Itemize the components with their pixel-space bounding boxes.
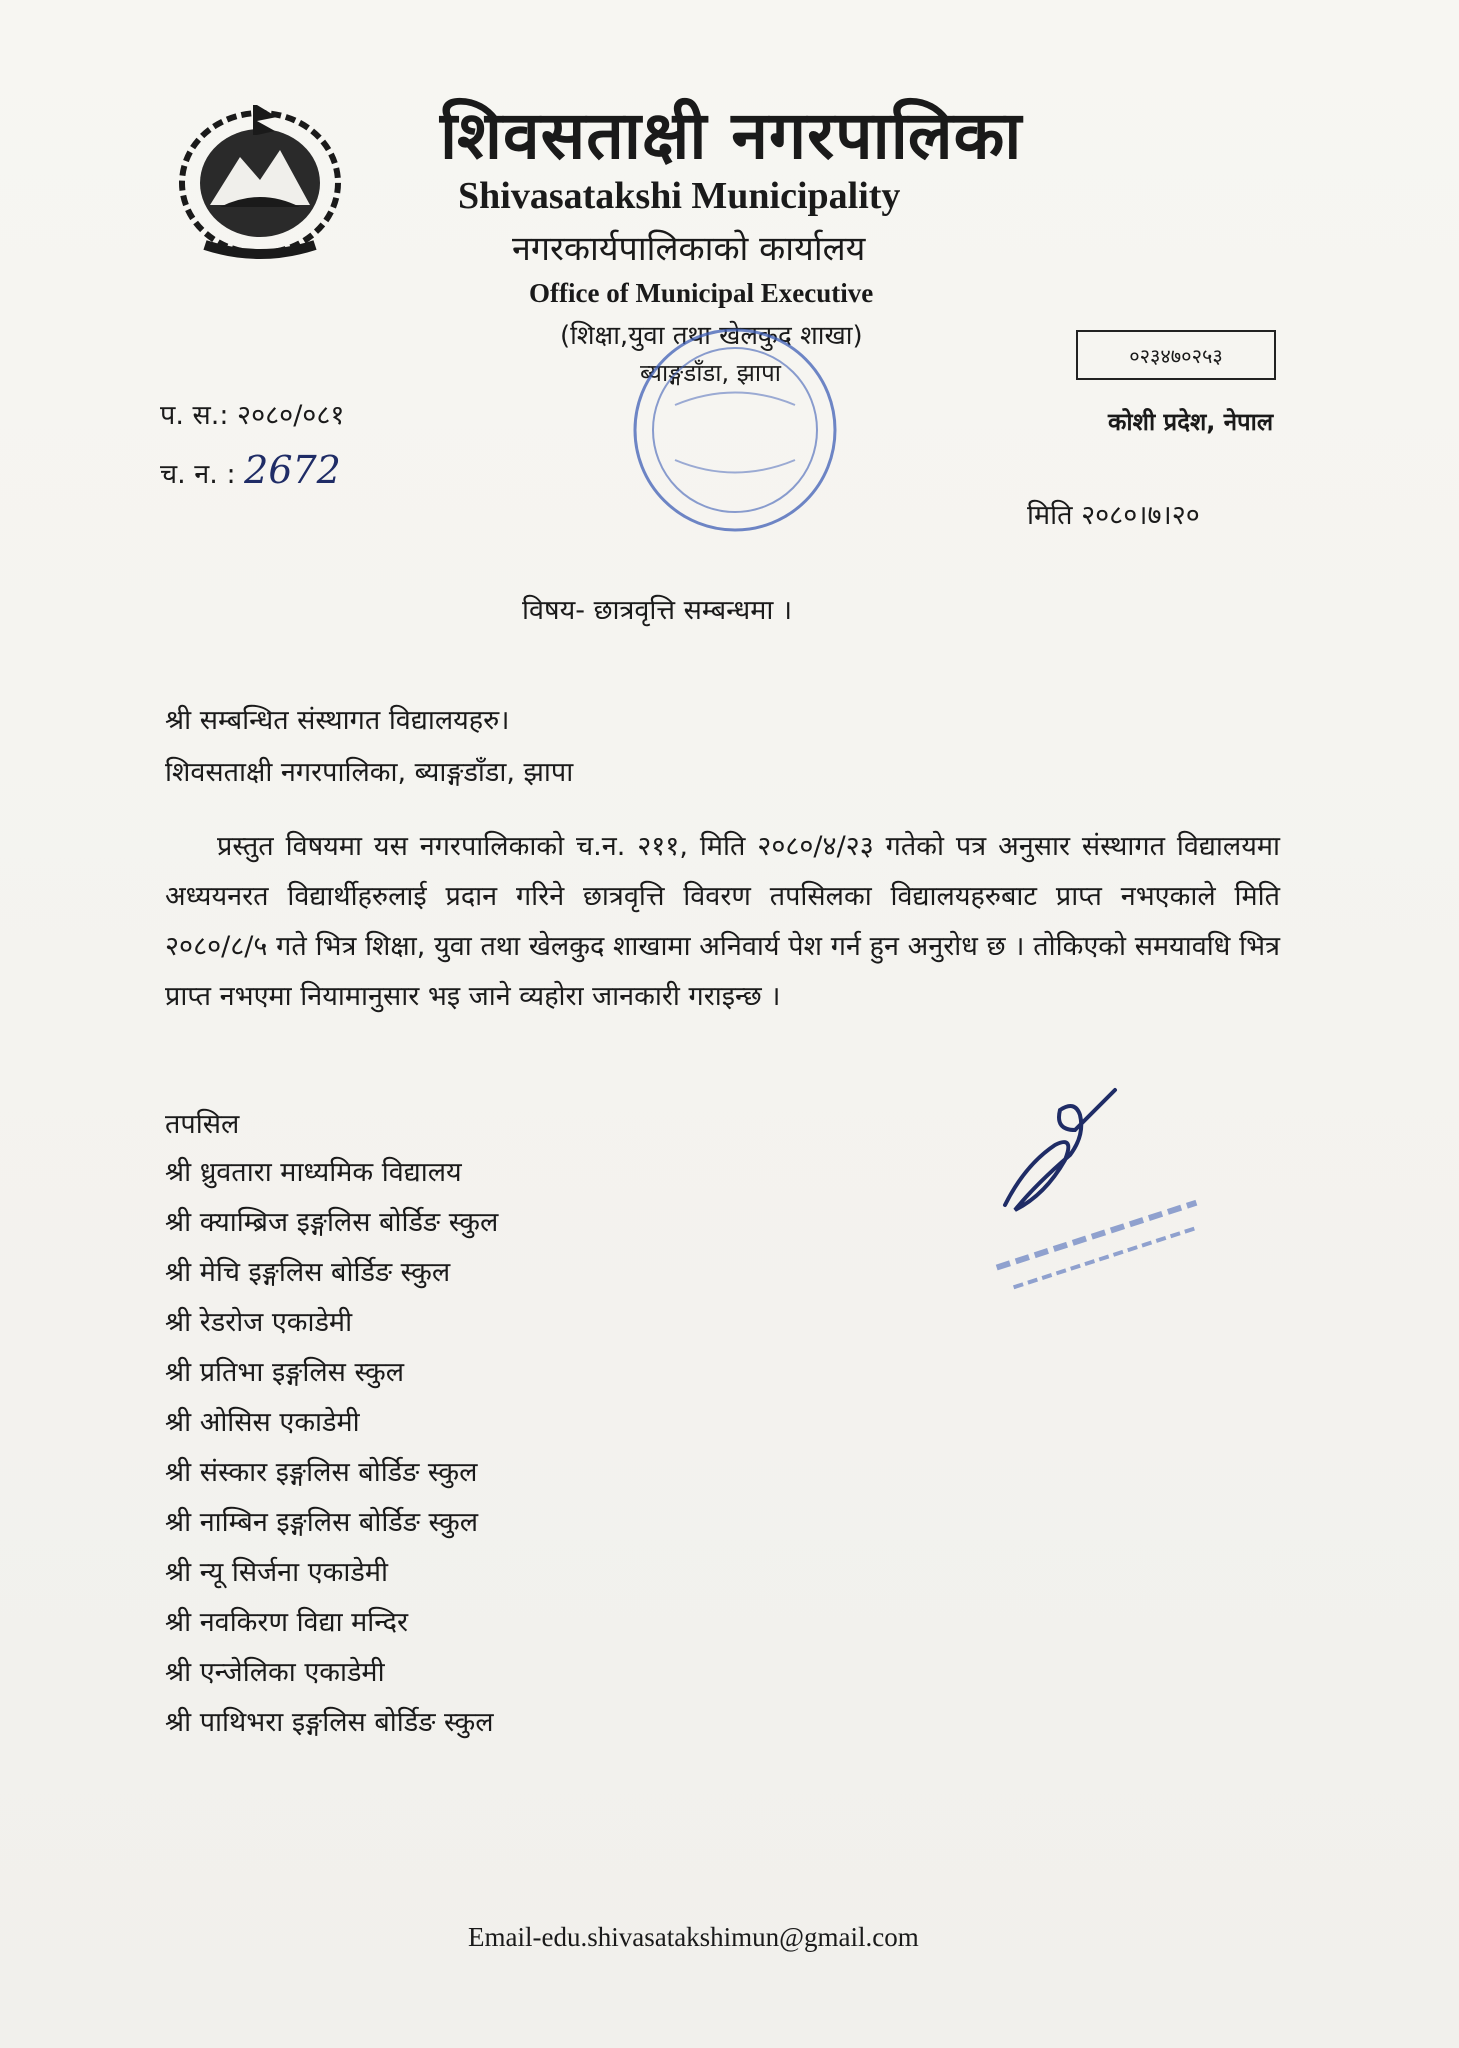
list-item: श्री पाथिभरा इङ्गलिस बोर्डिङ स्कुल bbox=[165, 1707, 494, 1738]
list-item: श्री मेचि इङ्गलिस बोर्डिङ स्कुल bbox=[165, 1257, 451, 1288]
municipality-title-english: Shivasatakshi Municipality bbox=[458, 175, 901, 217]
dispatch-value-handwritten: 2672 bbox=[244, 448, 341, 492]
letter-date: मिति २०८०।७।२० bbox=[1027, 500, 1200, 531]
dispatch-number bbox=[160, 448, 341, 492]
addressee-line-1: श्री सम्बन्धित संस्थागत विद्यालयहरु। bbox=[165, 705, 510, 736]
reference-number bbox=[160, 395, 344, 432]
office-name-english: Office of Municipal Executive bbox=[529, 278, 874, 308]
letter-body: प्रस्तुत विषयमा यस नगरपालिकाको च.न. २११, मिति २०८०/४/२३ गतेको पत्र अनुसार संस्थागत विद्यालयमा अध्ययनरत विद्यार्थीहरुलाई प्रदान गरिने छात्रवृत्ति विवरण तपसिलका विद्यालयहरुबाट प्राप्त नभएकाले मिति २०८०/८/५ गते भित्र शिक्षा, युवा तथा खेलकुद शाखामा अनिवार्य पेश गर्न हुन अनुरोध छ । तोकिएको समयावधि भित्र प्राप्त नभएमा नियामानुसार भइ जाने व्यहोरा जानकारी गराइन्छ । bbox=[165, 831, 1280, 1012]
office-address: ब्याङ्गडाँडा, झापा bbox=[640, 359, 781, 387]
reference-value: २०८०/०८१ bbox=[237, 400, 345, 431]
addressee-line-2: शिवसताक्षी नगरपालिका, ब्याङ्गडाँडा, झापा bbox=[165, 757, 574, 788]
branch-name: (शिक्षा,युवा तथा खेलकुद शाखा) bbox=[560, 321, 863, 351]
details-heading: तपसिल bbox=[165, 1109, 240, 1140]
list-item: श्री प्रतिभा इङ्गलिस स्कुल bbox=[165, 1357, 405, 1388]
contact-email: Email-edu.shivasatakshimun@gmail.com bbox=[468, 1922, 919, 1952]
list-item: श्री संस्कार इङ्गलिस बोर्डिङ स्कुल bbox=[165, 1457, 478, 1488]
list-item: श्री नाम्बिन इङ्गलिस बोर्डिङ स्कुल bbox=[165, 1507, 479, 1538]
school-list bbox=[165, 1148, 498, 1748]
list-item: श्री नवकिरण विद्या मन्दिर bbox=[165, 1607, 409, 1638]
list-item: श्री ओसिस एकाडेमी bbox=[165, 1407, 360, 1438]
list-item: श्री एन्जेलिका एकाडेमी bbox=[165, 1657, 385, 1688]
office-name-nepali: नगरकार्यपालिकाको कार्यालय bbox=[512, 229, 866, 269]
letter-subject: विषय- छात्रवृत्ति सम्बन्धमा । bbox=[522, 595, 793, 626]
phone-number-box: ०२३४७०२५३ bbox=[1076, 330, 1276, 380]
list-item: श्री न्यू सिर्जना एकाडेमी bbox=[165, 1557, 388, 1588]
officer-signature bbox=[985, 1085, 1225, 1325]
municipality-title-nepali: शिवसताक्षी नगरपालिका bbox=[440, 97, 1023, 174]
province-name: कोशी प्रदेश, नेपाल bbox=[1108, 408, 1274, 436]
list-item: श्री क्याम्ब्रिज इङ्गलिस बोर्डिङ स्कुल bbox=[165, 1207, 499, 1238]
reference-label: प. स.: bbox=[160, 400, 229, 431]
list-item: श्री ध्रुवतारा माध्यमिक विद्यालय bbox=[165, 1157, 462, 1188]
nepal-emblem-logo bbox=[165, 95, 355, 265]
dispatch-label: च. न. : bbox=[160, 459, 236, 490]
office-seal-stamp bbox=[615, 310, 855, 550]
list-item: श्री रेडरोज एकाडेमी bbox=[165, 1307, 353, 1338]
